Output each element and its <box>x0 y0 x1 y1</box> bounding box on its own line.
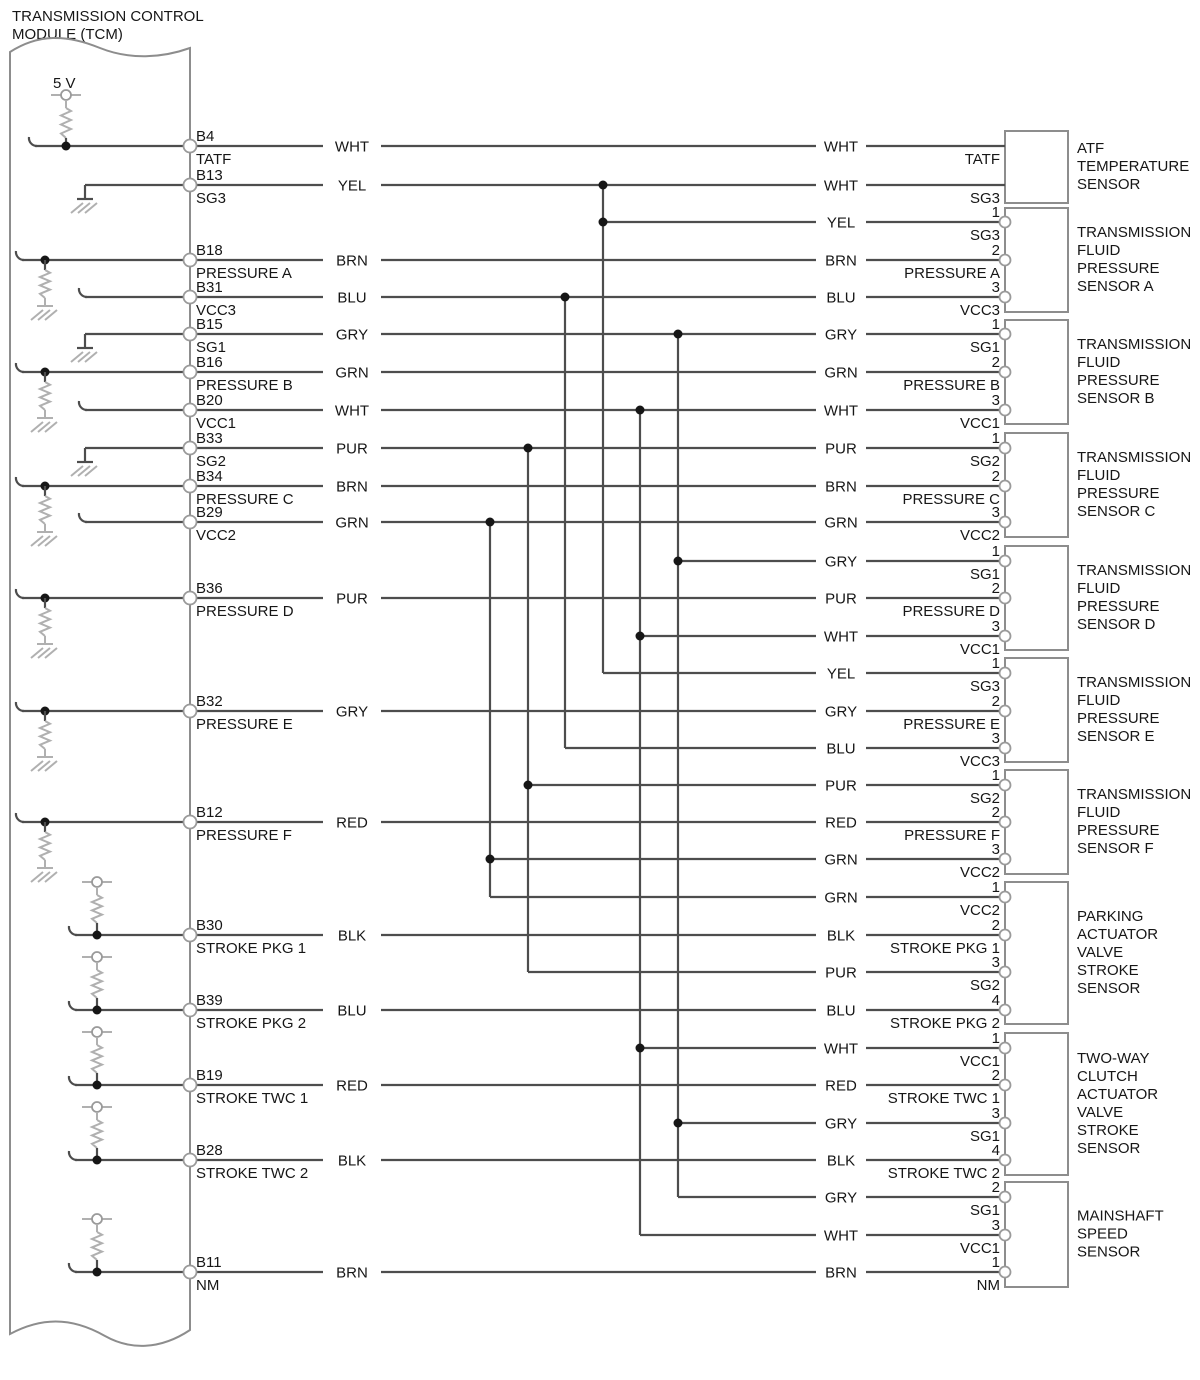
tcm-terminal-circle <box>184 1004 197 1017</box>
sensor-pin-label: SG2 <box>969 453 1000 470</box>
sensor-pin-label: PRESSURE A <box>904 265 1000 282</box>
wire-color-label: PUR <box>825 777 857 795</box>
tcm-pin-id: B33 <box>196 430 223 447</box>
junction-dot <box>93 931 102 940</box>
wire-end-hook <box>79 513 87 522</box>
sensor-terminal-circle <box>1000 1155 1011 1166</box>
sensor-pin-number: 3 <box>991 279 1000 296</box>
wire-color-label: WHT <box>823 1227 859 1245</box>
sensor-pin-number: 4 <box>991 1142 1000 1159</box>
resistor-icon <box>40 382 50 410</box>
wire-color-label: WHT <box>823 177 859 195</box>
tcm-pin-id: B19 <box>196 1067 223 1084</box>
sensor-pin-label: STROKE TWC 2 <box>887 1165 1000 1182</box>
sensor-name: PRESSURE <box>1077 598 1160 615</box>
tcm-pin-label: VCC2 <box>196 527 237 544</box>
sensor-pin-label: VCC2 <box>959 527 1000 544</box>
sensor-pin-number: 3 <box>991 954 1000 971</box>
junction-dot <box>93 1268 102 1277</box>
sensor-box-mss <box>1005 1182 1068 1287</box>
junction-dot <box>674 1119 683 1128</box>
tcm-pin-id: B32 <box>196 693 223 710</box>
wire-end-hook <box>69 926 77 935</box>
sensor-name: STROKE <box>1077 962 1139 979</box>
wire-color-label: WHT <box>334 402 370 420</box>
sensor-box-a <box>1005 208 1068 312</box>
sensor-terminal-circle <box>1000 1192 1011 1203</box>
sensor-terminal-circle <box>1000 706 1011 717</box>
resistor-icon <box>92 895 102 923</box>
wire-color-label: GRY <box>824 1189 858 1207</box>
sensor-pin-label: SG3 <box>969 678 1000 695</box>
sensor-pin-number: 1 <box>991 543 1000 560</box>
sensor-pin-label: PRESSURE F <box>904 827 1000 844</box>
junction-dot <box>524 444 533 453</box>
wire-color-label: GRY <box>824 1115 858 1133</box>
wire-color-label: GRN <box>824 889 858 907</box>
sensor-pin-number: 1 <box>991 1030 1000 1047</box>
wire-color-label: BRN <box>336 252 368 270</box>
tcm-body <box>10 38 190 1346</box>
tcm-terminal-circle <box>184 442 197 455</box>
sensor-pin-label: STROKE PKG 2 <box>889 1015 1000 1032</box>
sensor-pin-label: SG3 <box>969 227 1000 244</box>
sensor-name: SENSOR A <box>1077 278 1154 295</box>
sensor-terminal-circle <box>1000 930 1011 941</box>
sensor-name: PRESSURE <box>1077 822 1160 839</box>
wire-color-label: BLK <box>826 1152 856 1170</box>
sensor-name: TRANSMISSION <box>1077 449 1192 466</box>
sensor-pin-number: 2 <box>991 580 1000 597</box>
supply-terminal-icon <box>92 1102 102 1112</box>
tcm-pin-id: B11 <box>196 1254 222 1271</box>
sensor-name: PRESSURE <box>1077 485 1160 502</box>
resistor-icon <box>40 721 50 749</box>
sensor-pin-label: SG1 <box>969 1128 1000 1145</box>
sensor-terminal-circle <box>1000 1230 1011 1241</box>
sensor-name: SENSOR F <box>1077 840 1154 857</box>
tcm-pin-label: STROKE TWC 2 <box>196 1165 309 1182</box>
resistor-icon <box>92 1120 102 1148</box>
wire-end-hook <box>69 1263 77 1272</box>
sensor-terminal-circle <box>1000 743 1011 754</box>
sensor-terminal-circle <box>1000 556 1011 567</box>
sensor-name: FLUID <box>1077 467 1121 484</box>
sensor-pin-label: VCC1 <box>959 1240 1000 1257</box>
resistor-icon <box>40 608 50 636</box>
sensor-name: FLUID <box>1077 692 1121 709</box>
sensor-name: PARKING <box>1077 908 1144 925</box>
supply-terminal-icon <box>92 1214 102 1224</box>
supply-terminal-icon <box>92 1027 102 1037</box>
wire-end-hook <box>69 1151 77 1160</box>
supply-terminal-icon <box>92 877 102 887</box>
sensor-name: SENSOR E <box>1077 728 1155 745</box>
sensor-pin-label: PRESSURE C <box>902 491 1000 508</box>
sensor-pin-label: VCC1 <box>959 1053 1000 1070</box>
sensor-name: CLUTCH <box>1077 1068 1138 1085</box>
resistor-icon <box>40 496 50 524</box>
tcm-terminal-circle <box>184 705 197 718</box>
wire-color-label: GRN <box>335 364 369 382</box>
sensor-pin-number: 3 <box>991 1217 1000 1234</box>
sensor-pin-number: 2 <box>991 242 1000 259</box>
junction-dot <box>561 293 570 302</box>
wire-color-label: BLK <box>337 1152 367 1170</box>
sensor-box-c <box>1005 433 1068 537</box>
tcm-pin-label: SG2 <box>196 453 227 470</box>
sensor-terminal-circle <box>1000 1118 1011 1129</box>
sensor-pin-label: STROKE TWC 1 <box>887 1090 1000 1107</box>
wire-color-label: BLU <box>826 289 856 307</box>
sensor-pin-number: 2 <box>991 354 1000 371</box>
resistor-icon <box>40 832 50 860</box>
wire-color-label: RED <box>825 1077 857 1095</box>
wire-end-hook <box>16 363 24 372</box>
tcm-terminal-circle <box>184 1266 197 1279</box>
sensor-terminal-circle <box>1000 967 1011 978</box>
resistor-icon <box>92 1232 102 1260</box>
sensor-pin-number: 2 <box>991 917 1000 934</box>
sensor-pin-number: 3 <box>991 1105 1000 1122</box>
wire-color-label: PUR <box>825 440 857 458</box>
tcm-pin-id: B18 <box>196 242 223 259</box>
tcm-terminal-circle <box>184 592 197 605</box>
wire-color-label: GRN <box>335 514 369 532</box>
wire-color-label: WHT <box>823 628 859 646</box>
tcm-pin-label: SG1 <box>196 339 227 356</box>
tcm-pin-label: PRESSURE C <box>196 491 294 508</box>
junction-dot <box>674 330 683 339</box>
sensor-terminal-circle <box>1000 367 1011 378</box>
tcm-terminal-circle <box>184 291 197 304</box>
junction-dot <box>486 518 495 527</box>
sensor-name: SENSOR <box>1077 1243 1141 1261</box>
sensor-pin-label: NM <box>976 1277 1000 1294</box>
wire-color-label: BRN <box>336 478 368 496</box>
wire-color-label: WHT <box>823 138 859 156</box>
sensor-pin-label: VCC1 <box>959 641 1000 658</box>
junction-dot <box>93 1081 102 1090</box>
tcm-terminal-circle <box>184 366 197 379</box>
wire-color-label: GRN <box>824 364 858 382</box>
sensor-pin-number: 2 <box>991 804 1000 821</box>
tcm-pin-label: PRESSURE A <box>196 265 292 282</box>
wire-color-label: BLU <box>826 1002 856 1020</box>
sensor-terminal-circle <box>1000 217 1011 228</box>
wire-color-label: RED <box>336 814 368 832</box>
sensor-name: FLUID <box>1077 354 1121 371</box>
sensor-pin-number: 1 <box>991 655 1000 672</box>
tcm-terminal-circle <box>184 1154 197 1167</box>
sensor-name: PRESSURE <box>1077 710 1160 727</box>
tcm-terminal-circle <box>184 816 197 829</box>
sensor-name: PRESSURE <box>1077 372 1160 389</box>
wire-color-label: RED <box>336 1077 368 1095</box>
sensor-name: FLUID <box>1077 242 1121 259</box>
sensor-pin-label: PRESSURE D <box>902 603 1000 620</box>
resistor-icon <box>40 270 50 298</box>
sensor-name: ACTUATOR <box>1077 1086 1159 1103</box>
tcm-pin-id: B34 <box>196 468 223 485</box>
junction-dot <box>62 142 71 151</box>
wire-end-hook <box>16 702 24 711</box>
tcm-pin-id: B15 <box>196 316 223 333</box>
sensor-terminal-circle <box>1000 1043 1011 1054</box>
wire-end-hook <box>16 477 24 486</box>
sensor-terminal-circle <box>1000 892 1011 903</box>
sensor-name: FLUID <box>1077 580 1121 597</box>
supply-terminal-icon <box>92 952 102 962</box>
sensor-box-d <box>1005 546 1068 650</box>
junction-dot <box>524 781 533 790</box>
sensor-name: SENSOR <box>1077 1140 1141 1157</box>
wire-color-label: BLU <box>826 740 856 758</box>
wire-color-label: BLK <box>337 927 367 945</box>
sensor-terminal-circle <box>1000 631 1011 642</box>
wire-color-label: GRY <box>824 703 858 721</box>
sensor-name: SENSOR B <box>1077 390 1155 407</box>
sensor-pin-label: VCC3 <box>959 753 1000 770</box>
sensor-name: SENSOR <box>1077 980 1141 997</box>
sensor-pin-label: SG1 <box>969 1202 1000 1219</box>
wire-color-label: BLK <box>826 927 856 945</box>
sensor-terminal-circle <box>1000 329 1011 340</box>
sensor-pin-number: 3 <box>991 841 1000 858</box>
sensor-name: TRANSMISSION <box>1077 674 1192 691</box>
sensor-pin-label: SG3 <box>969 190 1000 207</box>
tcm-terminal-circle <box>184 480 197 493</box>
sensor-pin-label: VCC1 <box>959 415 1000 432</box>
sensor-pin-label: PRESSURE B <box>903 377 1000 394</box>
sensor-pin-number: 1 <box>991 879 1000 896</box>
junction-dot <box>636 1044 645 1053</box>
sensor-name: SENSOR <box>1077 176 1141 193</box>
wire-color-label: GRY <box>335 326 369 344</box>
sensor-name: PRESSURE <box>1077 260 1160 277</box>
tcm-pin-id: B29 <box>196 504 223 521</box>
sensor-name: TRANSMISSION <box>1077 224 1192 241</box>
tcm-pin-label: SG3 <box>196 190 227 207</box>
resistor-icon <box>92 1045 102 1073</box>
sensor-terminal-circle <box>1000 292 1011 303</box>
sensor-terminal-circle <box>1000 481 1011 492</box>
sensor-pin-label: SG2 <box>969 977 1000 994</box>
resistor-icon <box>61 108 71 138</box>
sensor-pin-number: 3 <box>991 392 1000 409</box>
sensor-name: MAINSHAFT <box>1077 1207 1164 1225</box>
tcm-pin-label: STROKE PKG 1 <box>196 940 307 957</box>
wire-end-hook <box>16 251 24 260</box>
sensor-terminal-circle <box>1000 255 1011 266</box>
sensor-pin-number: 2 <box>991 468 1000 485</box>
wire-color-label: PUR <box>336 590 368 608</box>
sensor-pin-number: 1 <box>991 1254 1000 1271</box>
sensor-name: ACTUATOR <box>1077 926 1159 943</box>
sensor-pin-number: 2 <box>991 1179 1000 1196</box>
wire-color-label: YEL <box>337 177 367 195</box>
wire-color-label: GRN <box>824 851 858 869</box>
tcm-terminal-circle <box>184 404 197 417</box>
tcm-pin-id: B39 <box>196 992 223 1009</box>
wire-color-label: PUR <box>825 964 857 982</box>
tcm-terminal-circle <box>184 1079 197 1092</box>
sensor-pin-label: SG1 <box>969 566 1000 583</box>
wire-color-label: WHT <box>823 402 859 420</box>
sensor-pin-label: SG1 <box>969 339 1000 356</box>
tcm-terminal-circle <box>184 328 197 341</box>
sensor-name: SPEED <box>1077 1225 1128 1243</box>
sensor-pin-label: VCC2 <box>959 864 1000 881</box>
wire-color-label: BRN <box>336 1264 368 1282</box>
tcm-pin-label: PRESSURE D <box>196 603 294 620</box>
tcm-pin-id: B13 <box>196 167 223 184</box>
junction-dot <box>93 1156 102 1165</box>
wire-color-label: BRN <box>825 1264 857 1282</box>
wire-color-label: BLU <box>337 1002 367 1020</box>
tcm-pin-id: B16 <box>196 354 223 371</box>
sensor-terminal-circle <box>1000 405 1011 416</box>
sensor-terminal-circle <box>1000 817 1011 828</box>
sensor-name: VALVE <box>1077 1104 1124 1121</box>
sensor-name: TRANSMISSION <box>1077 562 1192 579</box>
wire-color-label: BRN <box>825 478 857 496</box>
wire-end-hook <box>79 288 87 297</box>
tcm-pin-id: B4 <box>196 128 215 145</box>
tcm-pin-label: TATF <box>196 151 232 168</box>
wire-color-label: RED <box>825 814 857 832</box>
wire-color-label: WHT <box>334 138 370 156</box>
tcm-terminal-circle <box>184 140 197 153</box>
wire-color-label: GRY <box>824 326 858 344</box>
junction-dot <box>674 557 683 566</box>
sensor-pin-number: 4 <box>991 992 1000 1009</box>
sensor-pin-label: VCC2 <box>959 902 1000 919</box>
sensor-box-e <box>1005 658 1068 762</box>
sensor-pin-number: 2 <box>991 693 1000 710</box>
sensor-pin-label: STROKE PKG 1 <box>889 940 1000 957</box>
wire-end-hook <box>29 137 37 146</box>
wire-color-label: GRY <box>335 703 369 721</box>
supply-voltage-label: 5 V <box>53 75 76 92</box>
tcm-terminal-circle <box>184 929 197 942</box>
tcm-pin-id: B12 <box>196 804 223 821</box>
sensor-name: FLUID <box>1077 804 1121 821</box>
wire-color-label: YEL <box>826 665 856 683</box>
sensor-pin-number: 1 <box>991 316 1000 333</box>
wire-end-hook <box>16 813 24 822</box>
sensor-box-atf <box>1005 131 1068 203</box>
sensor-terminal-circle <box>1000 1005 1011 1016</box>
wire-color-label: BLU <box>337 289 367 307</box>
sensor-name: TEMPERATURE <box>1077 158 1190 175</box>
tcm-pin-id: B31 <box>196 279 223 296</box>
wire-color-label: GRY <box>824 553 858 571</box>
tcm-pin-label: PRESSURE E <box>196 716 293 733</box>
sensor-pin-number: 2 <box>991 1067 1000 1084</box>
sensor-pin-number: 1 <box>991 767 1000 784</box>
sensor-name: ATF <box>1077 140 1105 157</box>
sensor-name: SENSOR D <box>1077 616 1156 633</box>
tcm-pin-label: STROKE TWC 1 <box>196 1090 309 1107</box>
sensor-name: TRANSMISSION <box>1077 786 1192 803</box>
tcm-pin-label: VCC3 <box>196 302 237 319</box>
tcm-terminal-circle <box>184 516 197 529</box>
sensor-terminal-circle <box>1000 1080 1011 1091</box>
tcm-pin-id: B20 <box>196 392 223 409</box>
sensor-pin-number: 3 <box>991 618 1000 635</box>
tcm-pin-id: B30 <box>196 917 223 934</box>
wire-end-hook <box>16 589 24 598</box>
junction-dot <box>636 632 645 641</box>
sensor-box-twc <box>1005 1033 1068 1175</box>
wire-end-hook <box>69 1076 77 1085</box>
sensor-name: TRANSMISSION <box>1077 336 1192 353</box>
sensor-terminal-circle <box>1000 780 1011 791</box>
sensor-name: STROKE <box>1077 1122 1139 1139</box>
sensor-box-pkg <box>1005 882 1068 1024</box>
junction-dot <box>93 1006 102 1015</box>
sensor-terminal-circle <box>1000 668 1011 679</box>
wire-end-hook <box>69 1001 77 1010</box>
sensor-pin-label: VCC3 <box>959 302 1000 319</box>
sensor-pin-number: 1 <box>991 430 1000 447</box>
wire-end-hook <box>79 401 87 410</box>
junction-dot <box>636 406 645 415</box>
sensor-pin-label: SG2 <box>969 790 1000 807</box>
wire-color-label: YEL <box>826 214 856 232</box>
tcm-pin-label: VCC1 <box>196 415 237 432</box>
sensor-pin-number: 3 <box>991 504 1000 521</box>
sensor-terminal-circle <box>1000 443 1011 454</box>
resistor-icon <box>92 970 102 998</box>
junction-dot <box>599 181 608 190</box>
sensor-name: VALVE <box>1077 944 1124 961</box>
tcm-title-line2: MODULE (TCM) <box>12 26 123 43</box>
sensor-terminal-circle <box>1000 593 1011 604</box>
tcm-title-line1: TRANSMISSION CONTROL <box>12 8 204 25</box>
tcm-terminal-circle <box>184 179 197 192</box>
wire-color-label: BRN <box>825 252 857 270</box>
tcm-terminal-circle <box>184 254 197 267</box>
sensor-box-f <box>1005 770 1068 874</box>
sensor-pin-label: TATF <box>964 151 1000 168</box>
junction-dot <box>599 218 608 227</box>
tcm-pin-label: STROKE PKG 2 <box>196 1015 307 1032</box>
tcm-pin-label: PRESSURE F <box>196 827 292 844</box>
sensor-box-b <box>1005 320 1068 424</box>
wire-color-label: PUR <box>825 590 857 608</box>
sensor-pin-number: 1 <box>991 204 1000 221</box>
tcm-pin-label: PRESSURE B <box>196 377 293 394</box>
sensor-pin-label: PRESSURE E <box>903 716 1000 733</box>
sensor-terminal-circle <box>1000 1267 1011 1278</box>
wire-color-label: GRN <box>824 514 858 532</box>
sensor-name: TWO-WAY <box>1077 1050 1150 1067</box>
wire-color-label: WHT <box>823 1040 859 1058</box>
junction-dot <box>486 855 495 864</box>
sensor-pin-number: 3 <box>991 730 1000 747</box>
wire-color-label: PUR <box>336 440 368 458</box>
tcm-pin-label: NM <box>196 1277 220 1294</box>
sensor-name: SENSOR C <box>1077 503 1156 520</box>
tcm-pin-id: B36 <box>196 580 223 597</box>
sensor-terminal-circle <box>1000 854 1011 865</box>
sensor-terminal-circle <box>1000 517 1011 528</box>
tcm-pin-id: B28 <box>196 1142 223 1159</box>
